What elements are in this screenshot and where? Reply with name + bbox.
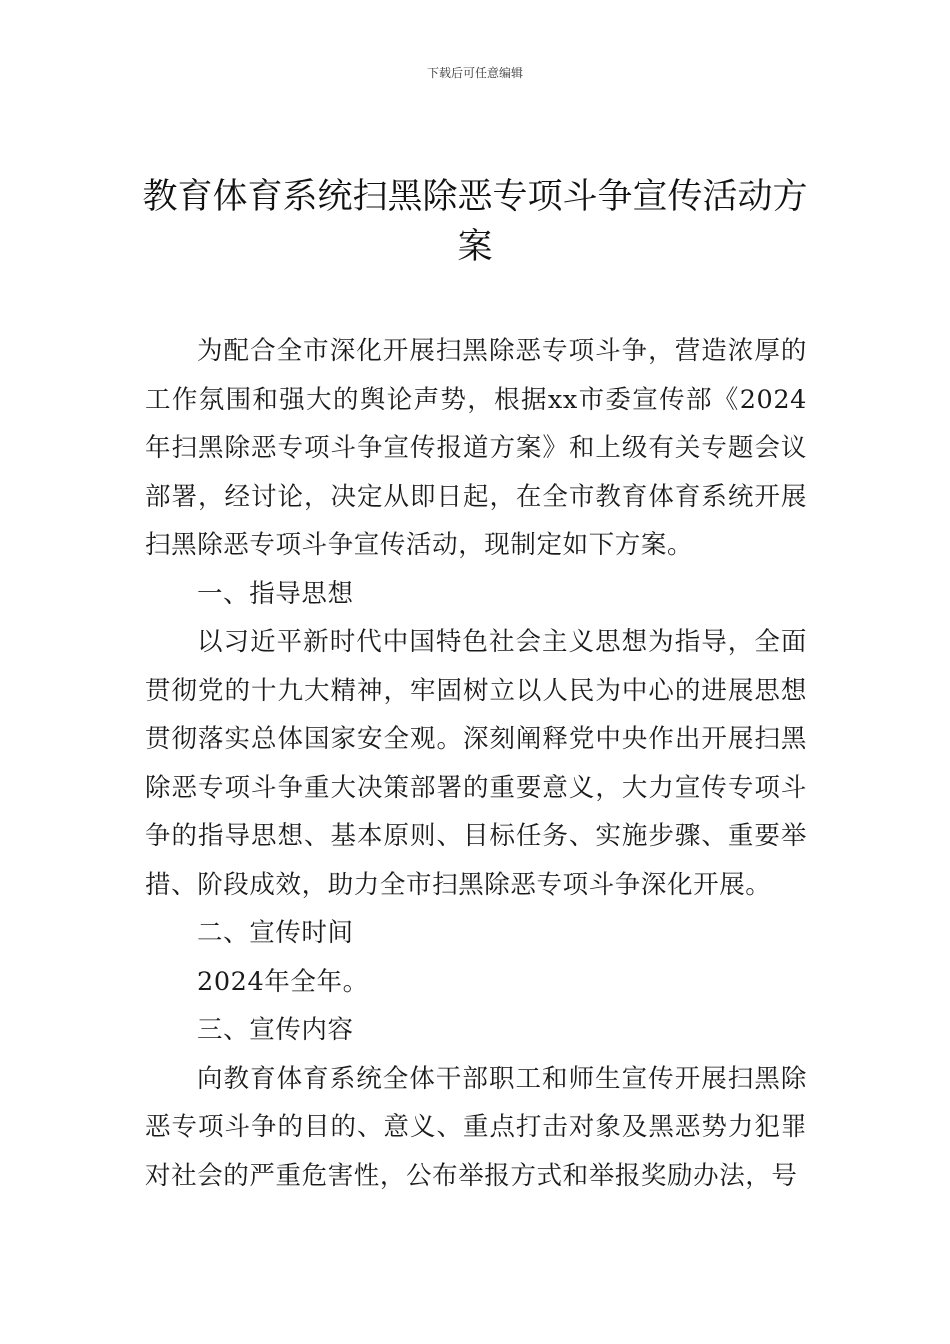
section-heading-guiding-ideology: 一、指导思想 xyxy=(197,578,354,609)
publicity-time-paragraph: 2024年全年。 xyxy=(197,966,369,997)
section-heading-publicity-time: 二、宣传时间 xyxy=(197,918,354,948)
document-title: 教育体育系统扫黑除恶专项斗争宣传活动方案 xyxy=(142,177,808,267)
section-heading-publicity-content: 三、宣传内容 xyxy=(197,1015,354,1045)
guiding-ideology-paragraph: 以习近平新时代中国特色社会主义思想为指导，全面贯彻党的十九大精神，牢固树立以人民为中心的进展思想贯彻落实总体国家安全观。深刻阐释党中央作出开展扫黑除恶专项斗争重大决策部署的重要意义，大力宣传专项斗争的指导思想、基本原则、目标任务、实施步骤、重要举措、阶段成效，助力全市扫黑除恶专项斗争深化开展。 xyxy=(145,627,807,900)
intro-paragraph: 为配合全市深化开展扫黑除恶专项斗争，营造浓厚的工作氛围和强大的舆论声势，根据xx市委宣传部《2024年扫黑除恶专项斗争宣传报道方案》和上级有关专题会议部署，经讨论，决定从即日起，在全市教育体育系统开展扫黑除恶专项斗争宣传活动，现制定如下方案。 xyxy=(145,336,807,560)
document-body xyxy=(145,327,807,1200)
header-note: 下载后可任意编辑 xyxy=(426,66,523,80)
publicity-content-paragraph: 向教育体育系统全体干部职工和师生宣传开展扫黑除恶专项斗争的目的、意义、重点打击对象及黑恶势力犯罪对社会的严重危害性，公布举报方式和举报奖励办法，号 xyxy=(145,1063,807,1191)
